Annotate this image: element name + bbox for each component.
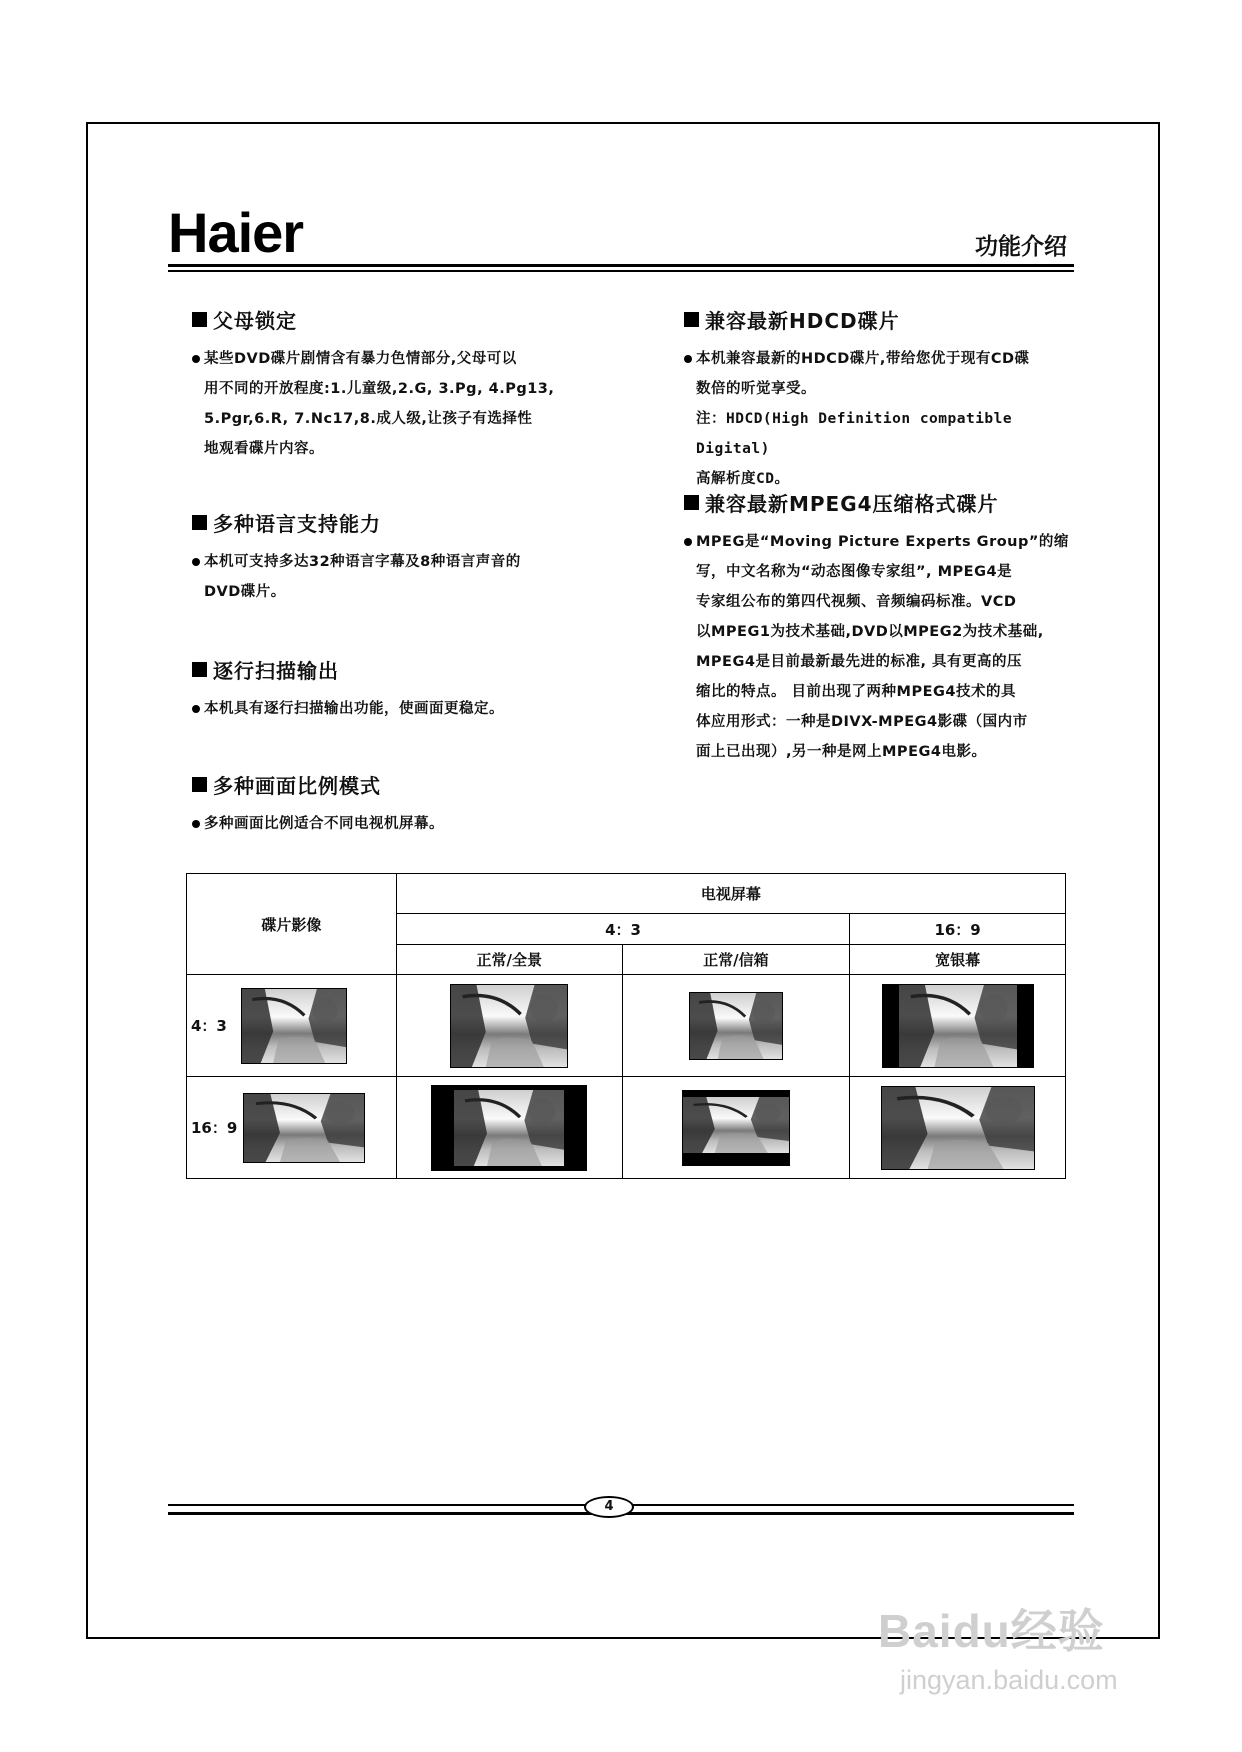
ratio-16-9-header: 16：9 [850,914,1066,945]
paragraph-line: 写，中文名称为“动态图像专家组”, MPEG4是 [696,564,1013,580]
section-heading: 逐行扫描输出 [213,659,339,683]
dot-bullet-icon [192,558,200,566]
paragraph-line: 面上已出现）,另一种是网上MPEG4电影。 [696,744,987,760]
page-number: 4 [584,1496,634,1518]
square-bullet-icon [684,312,699,327]
page-section-title: 功能介绍 [975,234,1067,260]
baidu-watermark [878,1595,1118,1696]
letterbox-frame [682,1090,790,1166]
row-16-9 [187,1077,397,1179]
wide-screen-frame [882,984,1034,1068]
watermark-brand: Baidu经验 [878,1605,1105,1657]
tv-screen-header: 电视屏幕 [396,874,1065,914]
section-heading: 多种语言支持能力 [213,512,381,536]
cell-4-3-wide [850,975,1066,1077]
section-heading: 父母锁定 [213,309,297,333]
dot-bullet-icon [684,538,692,546]
square-bullet-icon [192,662,207,677]
aspect-ratio-table [186,873,1066,1179]
square-bullet-icon [192,777,207,792]
section-heading: 多种画面比例模式 [213,774,381,798]
watermark-url: jingyan.baidu.com [900,1665,1118,1695]
paragraph-line: 本机可支持多达32种语言字幕及8种语言声音的 [204,554,521,570]
note-line: 高解析度CD。 [696,471,790,487]
ratio-4-3-header: 4：3 [396,914,849,945]
section-hdcd [684,305,1084,494]
tv-image [453,1089,565,1167]
dot-bullet-icon [684,355,692,363]
section-multi-language [192,508,612,607]
section-heading: 兼容最新HDCD碟片 [705,309,900,333]
cell-4-3-normal-full [396,975,622,1077]
mode-normal-full-header: 正常/全景 [396,945,622,975]
paragraph-line: 某些DVD碟片剧情含有暴力色情部分,父母可以 [204,351,517,367]
paragraph-line: 5.Pgr,6.R, 7.Nc17,8.成人级,让孩子有选择性 [204,411,533,427]
row-label-16-9: 16：9 [191,1119,238,1137]
section-aspect-modes [192,770,612,839]
paragraph-line: 缩比的特点。 目前出现了两种MPEG4技术的具 [696,684,1016,700]
cell-16-9-normal-full [396,1077,622,1179]
mode-wide-header: 宽银幕 [850,945,1066,975]
pillarbox-frame [431,1085,587,1171]
paragraph-line: 多种画面比例适合不同电视机屏幕。 [204,816,444,832]
disc-image-header: 碟片影像 [187,874,397,975]
section-parental-lock [192,305,612,464]
mode-normal-letterbox-header: 正常/信箱 [622,945,850,975]
square-bullet-icon [192,312,207,327]
paragraph-line: 地观看碟片内容。 [204,441,324,457]
tv-image [689,992,783,1060]
tv-image [450,984,568,1068]
paragraph-line: DVD碟片。 [204,584,286,600]
square-bullet-icon [192,515,207,530]
paragraph-line: 数倍的听觉享受。 [696,381,816,397]
cell-4-3-normal-letterbox [622,975,850,1077]
dot-bullet-icon [192,355,200,363]
dot-bullet-icon [192,705,200,713]
paragraph-line: 本机具有逐行扫描输出功能，使画面更稳定。 [204,701,504,717]
section-mpeg4 [684,488,1084,767]
square-bullet-icon [684,495,699,510]
row-4-3 [187,975,397,1077]
tv-image [881,1086,1035,1170]
note-line: 注：HDCD(High Definition compatible Digital) [696,411,1013,457]
paragraph-line: MPEG4是目前最新最先进的标准, 具有更高的压 [696,654,1023,670]
header-rule-thick [168,264,1074,267]
row-label-4-3: 4：3 [191,1017,227,1035]
cell-16-9-wide [850,1077,1066,1179]
paragraph-line: 本机兼容最新的HDCD碟片,带给您优于现有CD碟 [696,351,1030,367]
haier-logo: Haier [168,201,304,264]
paragraph-line: 专家组公布的第四代视频、音频编码标准。VCD [696,594,1017,610]
tv-image [682,1096,790,1154]
section-heading: 兼容最新MPEG4压缩格式碟片 [705,492,999,516]
paragraph-line: 用不同的开放程度:1.儿童级,2.G, 3.Pg, 4.Pg13, [204,381,555,397]
source-image-16-9 [243,1093,365,1163]
cell-16-9-normal-letterbox [622,1077,850,1179]
section-progressive-scan [192,655,612,724]
source-image-4-3 [241,988,347,1064]
paragraph-line: 以MPEG1为技术基础,DVD以MPEG2为技术基础, [696,624,1044,640]
tv-image [898,984,1018,1068]
dot-bullet-icon [192,820,200,828]
header-rule-thin [168,270,1074,272]
paragraph-line: MPEG是“Moving Picture Experts Group”的缩 [696,534,1069,550]
paragraph-line: 体应用形式：一种是DIVX-MPEG4影碟（国内市 [696,714,1028,730]
